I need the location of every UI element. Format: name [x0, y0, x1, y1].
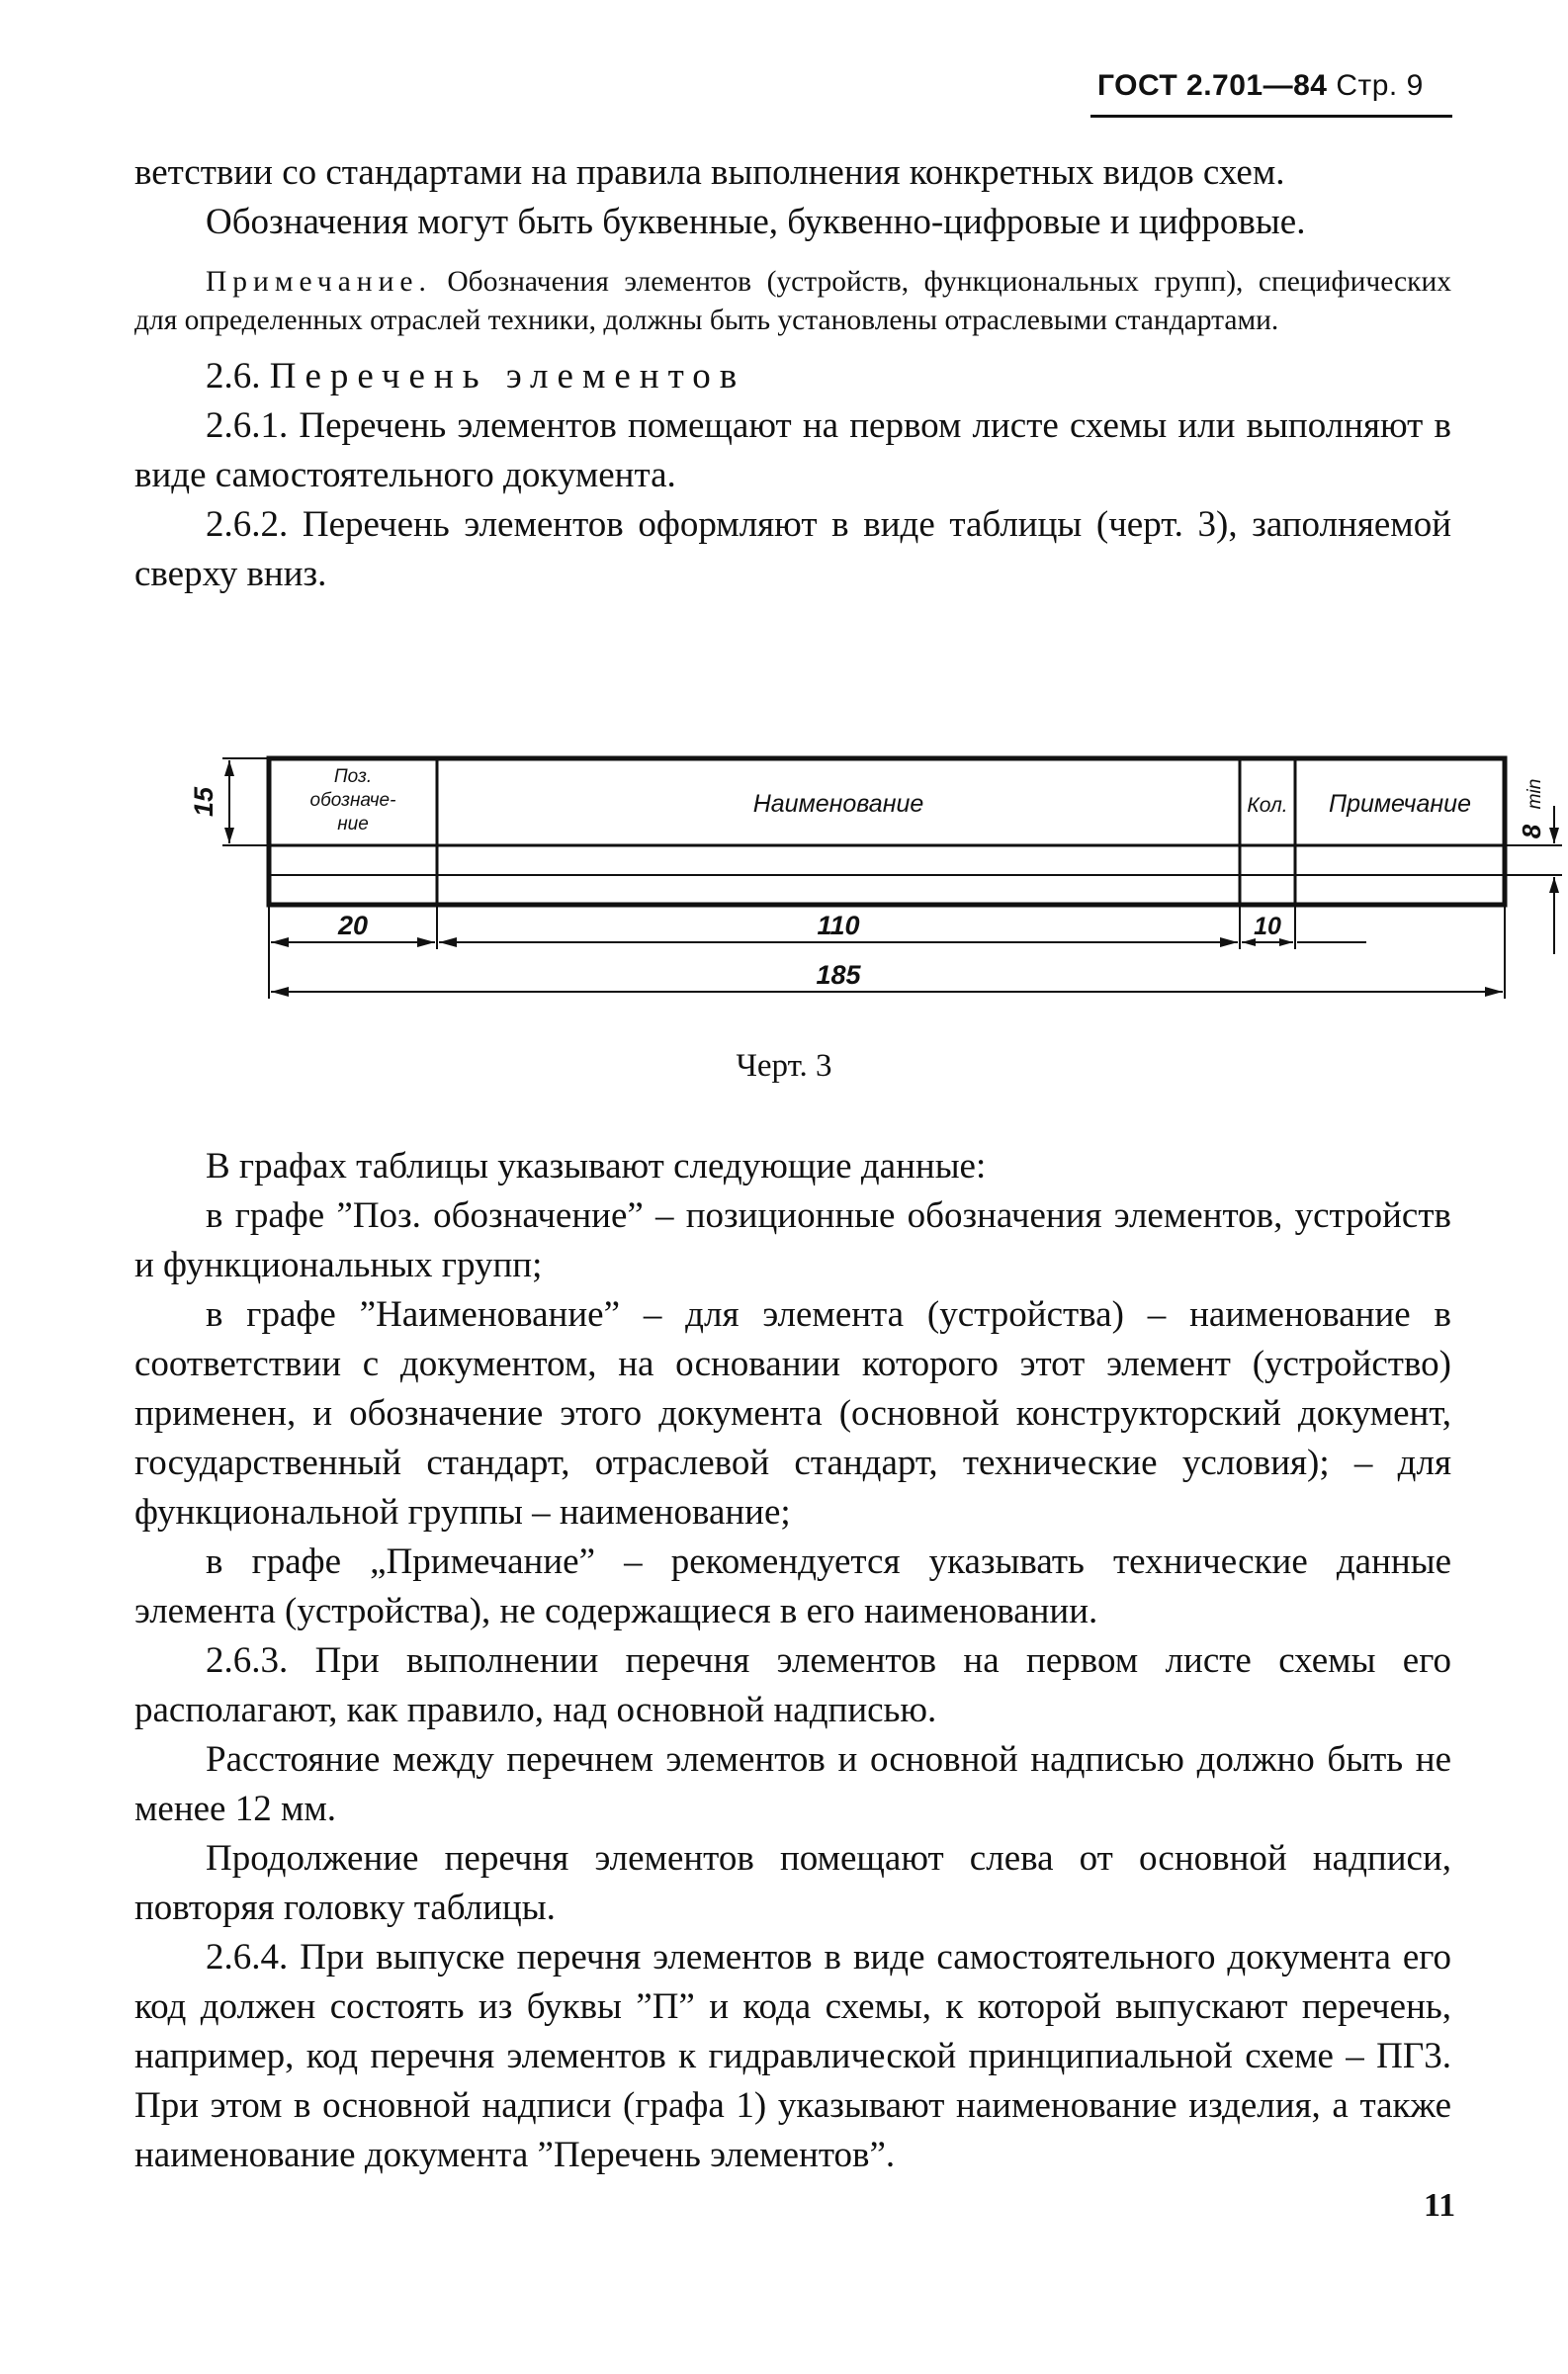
dim-row-value: 8	[1517, 824, 1546, 839]
arrow-head	[1485, 987, 1503, 997]
arrow-head	[1220, 937, 1238, 947]
table-outer-frame	[269, 758, 1505, 905]
paragraph-2-6-1: 2.6.1. Перечень элементов помещают на первом листе схемы или выполняют в виде самостоятельного документа.	[134, 405, 1451, 495]
label-pos-1: Поз.	[333, 766, 373, 787]
figure-caption: Черт. 3	[736, 1048, 832, 1084]
table-drawing	[158, 747, 1546, 1023]
text-block-top	[134, 148, 1451, 599]
dim-height-value: 15	[189, 786, 218, 818]
paragraph-designations: Обозначения могут быть буквенные, буквенно-цифровые и цифровые.	[206, 202, 1306, 242]
arrow-head	[1549, 877, 1559, 893]
standard-number: ГОСТ 2.701—84	[1097, 69, 1328, 102]
dim-row-sub: min	[1524, 778, 1545, 810]
header-page: Стр. 9	[1336, 69, 1424, 102]
section-number: 2.6.	[206, 356, 261, 396]
paragraph-col-name: в графе ”Наименование” – для элемента (устройства) – наименование в соответствии с документом, на основании которого этот элемент (устройство) применен, и обозначение этого документа (основной конструкторский документ, государственный стандарт, отраслевой стандарт, технические условия); – для функциональной группы – наименование;	[134, 1294, 1451, 1533]
figure-table-layout	[158, 747, 1546, 1023]
note-label: Примечание.	[206, 266, 432, 298]
paragraph-continuation: Продолжение перечня элементов помещают слева от основной надписи, повторяя головку таблицы.	[134, 1838, 1451, 1928]
dim-qty-value: 10	[1254, 913, 1281, 940]
arrow-head	[1279, 938, 1293, 946]
running-header	[1097, 69, 1424, 103]
label-pos-3: ние	[337, 814, 369, 835]
label-qty: Кол.	[1247, 794, 1288, 817]
dim-pos-value: 20	[337, 911, 369, 940]
note-text: Обозначения элементов (устройств, функциональных групп), специфических для определенных отраслей техники, должны быть установлены отраслевыми стандартами.	[134, 266, 1451, 336]
label-pos-2: обозначе-	[309, 790, 396, 811]
arrow-head	[417, 937, 435, 947]
paragraph-continued: ветствии со стандартами на правила выполнения конкретных видов схем.	[134, 152, 1285, 193]
header-rule	[1090, 115, 1452, 118]
arrow-head	[271, 937, 289, 947]
section-title: Перечень элементов	[269, 356, 746, 396]
paragraph-columns-intro: В графах таблицы указывают следующие данные:	[206, 1146, 987, 1187]
paragraph-col-note: в графе „Примечание” – рекомендуется указывать технические данные элемента (устройства), не содержащиеся в его наименовании.	[134, 1541, 1451, 1631]
paragraph-2-6-3: 2.6.3. При выполнении перечня элементов на первом листе схемы его располагают, как правило, над основной надписью.	[134, 1640, 1451, 1730]
paragraph-2-6-4: 2.6.4. При выпуске перечня элементов в виде самостоятельного документа его код должен состоять из буквы ”П” и кода схемы, к которой выпускают перечень, например, код перечня элементов к гидравлической принципиальной схеме – ПГ3. При этом в основной надписи (графа 1) указывают наименование изделия, а также наименование документа ”Перечень элементов”.	[134, 1937, 1451, 2175]
paragraph-col-pos: в графе ”Поз. обозначение” – позиционные обозначения элементов, устройств и функциональных групп;	[134, 1195, 1451, 1285]
label-note: Примечание	[1329, 790, 1471, 818]
text-block-bottom	[134, 1142, 1451, 2180]
dim-name-value: 110	[817, 911, 860, 940]
section-heading	[134, 352, 1451, 401]
label-name: Наименование	[752, 790, 924, 818]
dim-total-value: 185	[816, 960, 861, 990]
arrow-head	[224, 828, 234, 843]
arrow-head	[271, 987, 289, 997]
arrow-head	[439, 937, 457, 947]
arrow-head	[224, 760, 234, 776]
paragraph-2-6-2: 2.6.2. Перечень элементов оформляют в виде таблицы (черт. 3), заполняемой сверху вниз.	[134, 504, 1451, 594]
arrow-head	[1549, 828, 1559, 843]
note-paragraph	[134, 263, 1451, 340]
page-number: 11	[1424, 2187, 1456, 2224]
paragraph-distance: Расстояние между перечнем элементов и основной надписью должно быть не менее 12 мм.	[134, 1739, 1451, 1829]
